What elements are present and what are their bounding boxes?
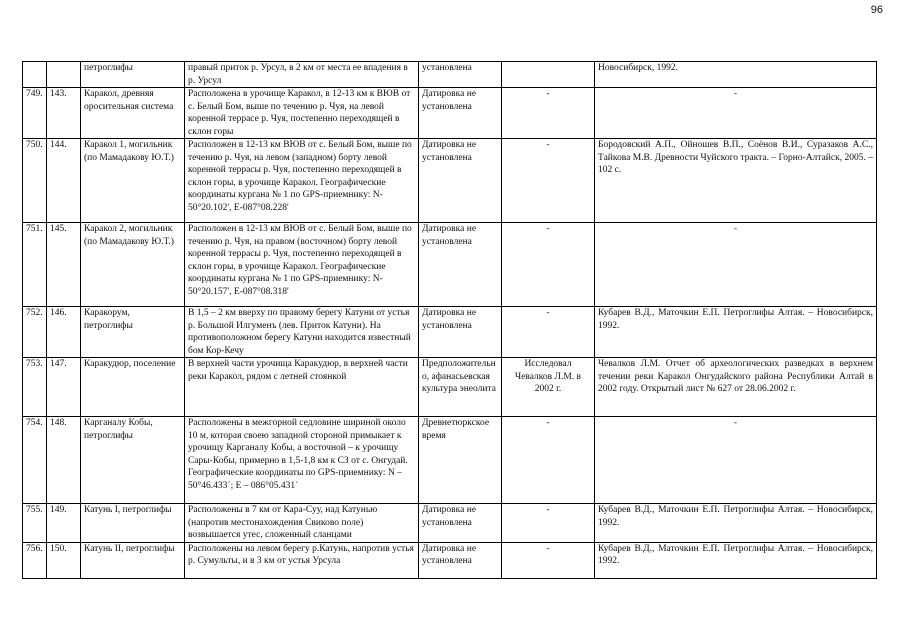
monument-name: петроглифы (81, 62, 185, 88)
table-row (23, 358, 877, 417)
page-number: 96 (870, 4, 883, 16)
monument-location: Расположены на левом берегу р.Катунь, напротив устья р. Сумульты, и в 3 км от устья Урсула (185, 542, 419, 578)
monument-dating: Предположительно, афанасьевская культура энеолита (419, 358, 502, 417)
monument-location: правый приток р. Урсул, в 2 км от места ее впадения в р. Урсул (185, 62, 419, 88)
literature-reference: Кубарев В.Д., Маточкин Е.П. Петроглифы Алтая. – Новосибирск, 1992. (595, 504, 877, 543)
monument-name: Каракол 2, могильник (по Мамадакову Ю.Т.) (81, 223, 185, 307)
table-row (23, 417, 877, 504)
monument-location: Расположена в урочище Каракол, в 12-13 км к ВЮВ от с. Белый Бом, выше по течению р. Чуя, на левой коренной террасе р. Чуя, постепенно переходящей в склон горы (185, 88, 419, 139)
table-row (23, 139, 877, 223)
local-number: 147. (47, 358, 81, 417)
monument-dating: Датировка не установлена (419, 223, 502, 307)
table-row (23, 223, 877, 307)
research-info: - (502, 504, 595, 543)
monument-dating: Датировка не установлена (419, 307, 502, 358)
literature-reference: Новосибирск, 1992. (595, 62, 877, 88)
monument-name: Карганалу Кобы, петроглифы (81, 417, 185, 504)
monument-name: Каракол 1, могильник (по Мамадакову Ю.Т.) (81, 139, 185, 223)
research-info: - (502, 88, 595, 139)
monument-dating: Древнетюркское время (419, 417, 502, 504)
local-number: 144. (47, 139, 81, 223)
monument-location: Расположен в 12-13 км ВЮВ от с. Белый Бом, выше по течению р. Чуя, на правом (восточном) борту левой коренной террасы р. Чуя, постепенно переходящей в склон горы, в урочище Каракол. Географические координаты кургана № 1 по GPS-приемнику: N-50°20.157', E-087°08.318' (185, 223, 419, 307)
monument-name: Катунь II, петроглифы (81, 542, 185, 578)
local-number: 146. (47, 307, 81, 358)
monument-name: Каракол, древняя оросительная система (81, 88, 185, 139)
literature-reference: Чевалков Л.М. Отчет об археологических разведках в верхнем течении реки Каракол Онгудайского района Республики Алтай в 2002 году. Открытый лист № 627 от 28.06.2002 г. (595, 358, 877, 417)
literature-reference: - (595, 417, 877, 504)
research-info: - (502, 223, 595, 307)
local-number: 148. (47, 417, 81, 504)
monument-dating: установлена (419, 62, 502, 88)
row-number: 750. (23, 139, 47, 223)
table-row (23, 542, 877, 578)
table-row (23, 504, 877, 543)
monument-dating: Датировка не установлена (419, 139, 502, 223)
monument-dating: Датировка не установлена (419, 88, 502, 139)
monument-location: Расположены в 7 км от Кара-Суу, над Катунью (напротив местонахождения Свиково поле) возвышается утес, сложенный сланцами (185, 504, 419, 543)
row-number: 752. (23, 307, 47, 358)
local-number: 150. (47, 542, 81, 578)
monument-location: В 1,5 – 2 км вверху по правому берегу Катуни от устья р. Большой Илгуменъ (лев. Приток Катуни). На противоположном берегу Катуни находится известный бом Кор-Кечу (185, 307, 419, 358)
table-row (23, 88, 877, 139)
literature-reference: Кубарев В.Д., Маточкин Е.П. Петроглифы Алтая. – Новосибирск, 1992. (595, 307, 877, 358)
monument-dating: Датировка не установлена (419, 504, 502, 543)
research-info: - (502, 307, 595, 358)
row-number (23, 62, 47, 88)
research-info: - (502, 542, 595, 578)
research-info: - (502, 139, 595, 223)
local-number (47, 62, 81, 88)
monument-dating: Датировка не установлена (419, 542, 502, 578)
research-info: Исследовал Чевалков Л.М. в 2002 г. (502, 358, 595, 417)
local-number: 143. (47, 88, 81, 139)
research-info (502, 62, 595, 88)
table-row (23, 307, 877, 358)
row-number: 753. (23, 358, 47, 417)
literature-reference: Бородовский А.П., Ойношев В.П., Соёнов В.И., Суразаков А.С., Тайкова М.В. Древности Чуйского тракта. – Горно-Алтайск, 2005. – 102 с. (595, 139, 877, 223)
row-number: 749. (23, 88, 47, 139)
row-number: 754. (23, 417, 47, 504)
row-number: 756. (23, 542, 47, 578)
row-number: 755. (23, 504, 47, 543)
monument-name: Катунь I, петроглифы (81, 504, 185, 543)
monument-location: Расположены в межгорной седловине шириной около 10 м, которая своею западной стороной примыкает к урочищу Карганалу Кобы, а восточной – к урочищу Сары-Кобы, примерно в 1,5-1,8 км к СЗ от с. Онгудай. Географические координаты по GPS-приемнику: N – 50°46.433´; E – 086°05.431´ (185, 417, 419, 504)
monument-name: Каракорум, петроглифы (81, 307, 185, 358)
monuments-table (22, 61, 877, 579)
monument-name: Каракудюр, поселение (81, 358, 185, 417)
research-info: - (502, 417, 595, 504)
local-number: 149. (47, 504, 81, 543)
monument-location: В верхней части урочища Каракудюр, в верхней части реки Каракол, рядом с летней стоянкой (185, 358, 419, 417)
monument-location: Расположен в 12-13 км ВЮВ от с. Белый Бом, выше по течению р. Чуя, на левом (западном) борту левой коренной террасы р. Чуя, постепенно переходящей в склон горы, в урочище Каракол. Географические координаты кургана № 1 по GPS-приемнику: N-50°20.102', E-087°08.228' (185, 139, 419, 223)
literature-reference: - (595, 223, 877, 307)
local-number: 145. (47, 223, 81, 307)
table-row (23, 62, 877, 88)
row-number: 751. (23, 223, 47, 307)
literature-reference: - (595, 88, 877, 139)
literature-reference: Кубарев В.Д., Маточкин Е.П. Петроглифы Алтая. – Новосибирск, 1992. (595, 542, 877, 578)
